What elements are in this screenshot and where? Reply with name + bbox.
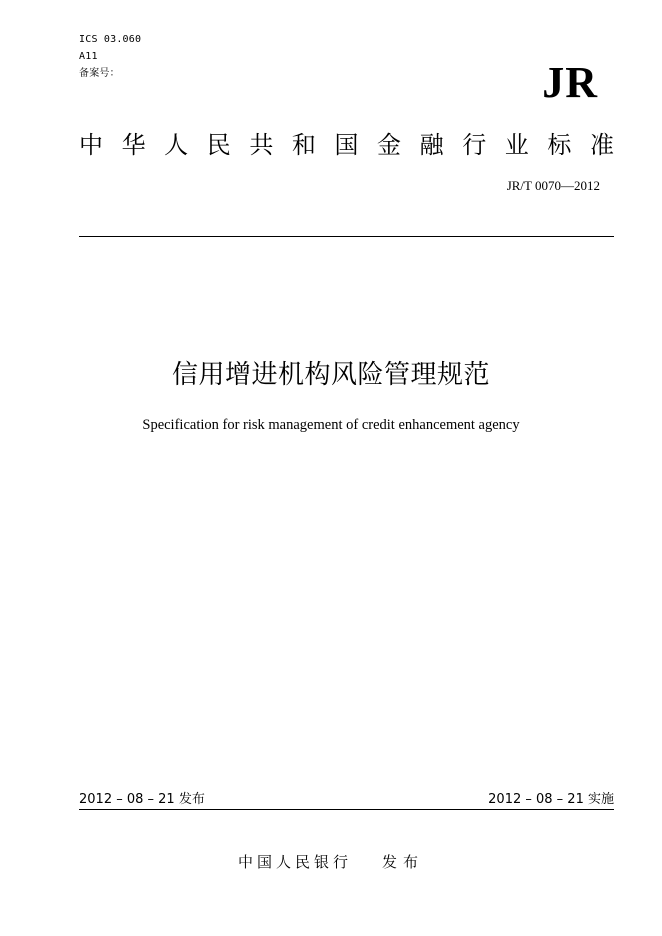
standard-number: JR/T 0070—2012: [506, 178, 600, 193]
category-char: 人: [164, 131, 189, 159]
issuer-organization: 中国人民银行: [237, 853, 352, 871]
record-number-label: 备案号：: [79, 68, 120, 79]
category-char: 标: [547, 131, 572, 159]
category-char: 国: [334, 131, 359, 159]
category-char: 融: [419, 131, 444, 159]
footer-divider: [79, 809, 614, 810]
document-title-chinese: 信用增进机构风险管理规范: [171, 360, 490, 390]
issuing-authority: [0, 851, 662, 873]
issuer-action: 发布: [382, 853, 425, 871]
category-char: 和: [291, 131, 316, 159]
jr-logo: JR: [542, 58, 598, 107]
ics-code: ICS 03.060: [79, 34, 142, 45]
implementation-date: 2012 – 08 – 21 实施: [488, 792, 614, 807]
category-char: 行: [462, 131, 487, 159]
standard-category-heading: [79, 128, 614, 162]
classification-code: A11: [79, 51, 98, 62]
category-char: 金: [377, 131, 402, 159]
category-char: 共: [249, 131, 274, 159]
category-char: 民: [206, 131, 231, 159]
header-divider: [79, 236, 614, 237]
document-title-english: Specification for risk management of credit enhancement agency: [142, 417, 520, 433]
issue-date: 2012 – 08 – 21 发布: [79, 792, 205, 807]
category-char: 中: [79, 131, 103, 159]
category-char: 业: [504, 131, 529, 159]
category-char: 准: [589, 131, 614, 159]
category-char: 华: [121, 131, 146, 159]
